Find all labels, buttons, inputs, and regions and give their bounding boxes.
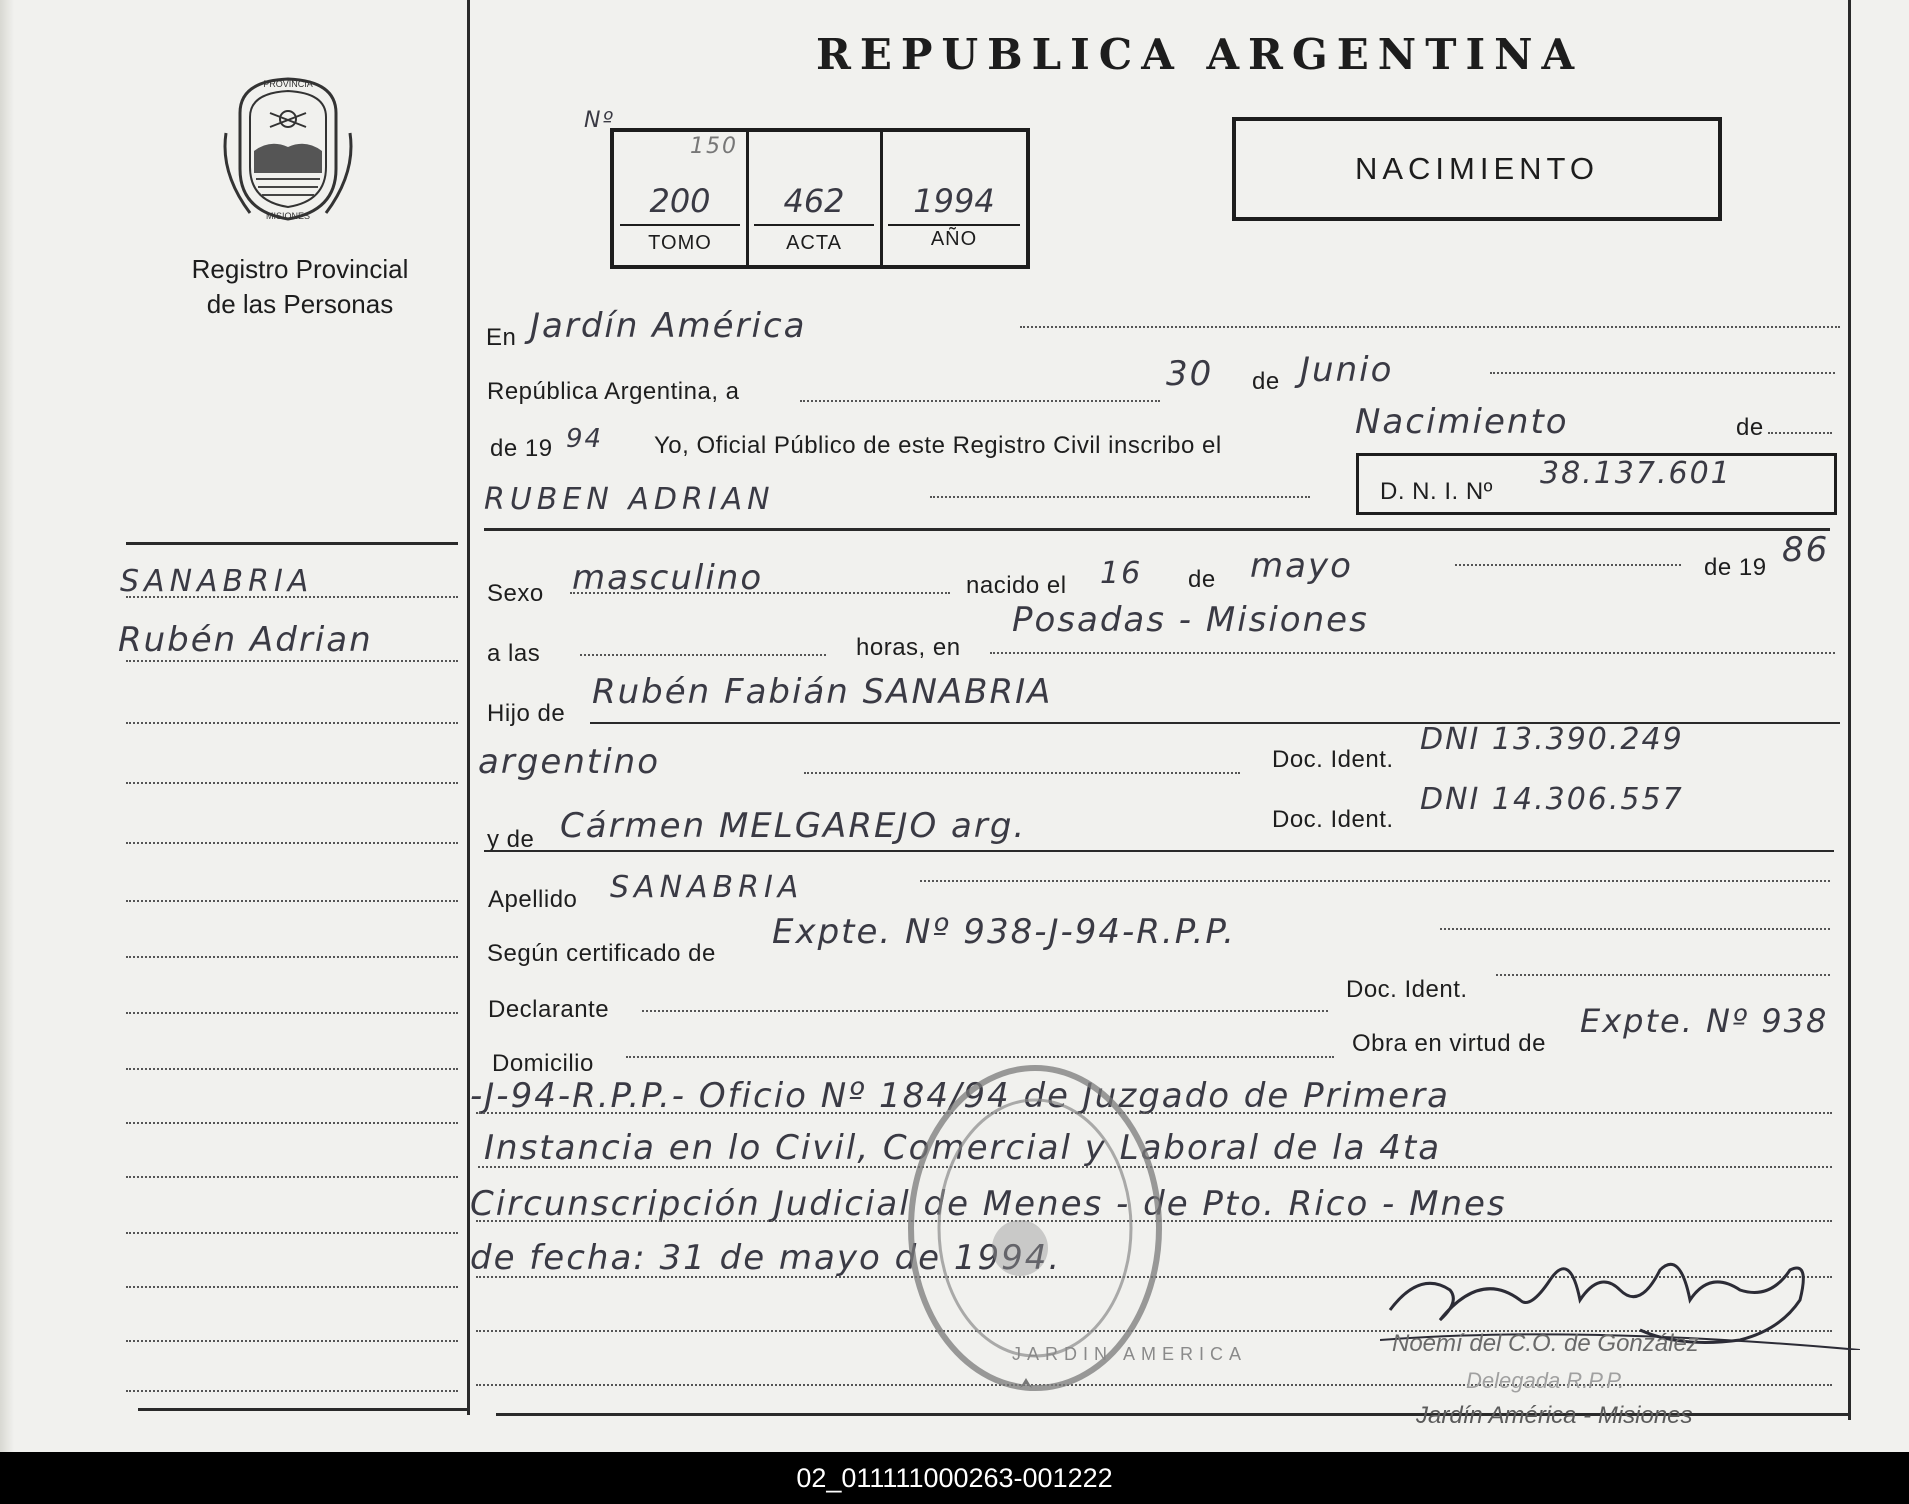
horas-label: horas, en: [856, 634, 961, 661]
apellido-label: Apellido: [488, 886, 578, 913]
provincial-seal-icon: [220, 73, 356, 223]
nombre-value: RUBEN ADRIAN: [484, 482, 775, 517]
republica-label: República Argentina, a: [487, 378, 740, 405]
corrected-tomo: 150: [690, 134, 738, 159]
body-line-3: Circunscripción Judicial de Menes - de Pto. Rico - Mnes: [470, 1184, 1507, 1224]
right-border: [1848, 0, 1851, 1420]
de-label-1: de: [1252, 368, 1280, 395]
madre-value: Cármen MELGAREJO arg.: [560, 806, 1027, 846]
year-short-value: 94: [566, 424, 604, 454]
anio-label: AÑO: [930, 228, 978, 250]
act-type-label: NACIMIENTO: [1354, 151, 1600, 186]
svg-text:MISIONES: MISIONES: [265, 211, 311, 221]
top-left-rule: [126, 542, 458, 545]
segun-label: Según certificado de: [487, 940, 716, 967]
yde-label: y de: [487, 826, 535, 853]
nac-de19-label: de 19: [1704, 554, 1767, 581]
nacido-label: nacido el: [966, 572, 1067, 599]
stamp-text: JARDIN AMERICA: [1012, 1344, 1248, 1364]
act-type-box: [1232, 117, 1722, 221]
padre-nacionalidad: argentino: [478, 742, 660, 782]
acta-label: ACTA: [786, 232, 842, 254]
sexo-value: masculino: [572, 558, 764, 598]
signature-role: Delegada R.P.P.: [1466, 1368, 1625, 1393]
obra-label: Obra en virtud de: [1352, 1030, 1546, 1057]
doc-ident-label-1: Doc. Ident.: [1272, 746, 1394, 773]
anio-cell: [882, 132, 1026, 265]
dni-label: D. N. I. Nº: [1380, 478, 1493, 505]
tomo-value: 200: [649, 182, 711, 220]
acta-cell: [748, 132, 883, 265]
en-value: Jardín América: [530, 306, 807, 346]
doc-ident-label-3: Doc. Ident.: [1346, 976, 1468, 1003]
registration-box: [610, 128, 1030, 269]
en-label: En: [486, 324, 517, 351]
header-bottom-rule: [484, 528, 1830, 531]
padre-value: Rubén Fabián SANABRIA: [592, 672, 1053, 712]
signature-place: Jardín América - Misiones: [1416, 1402, 1693, 1429]
dia-value: 30: [1166, 354, 1214, 394]
hijo-label: Hijo de: [487, 700, 566, 727]
dni-value: 38.137.601: [1540, 456, 1732, 491]
svg-text:PROVINCIA: PROVINCIA: [263, 79, 313, 89]
nac-dia-value: 16: [1100, 556, 1143, 591]
de-label-2: de: [1736, 414, 1764, 441]
oficial-text: Yo, Oficial Público de este Registro Civil inscribo el: [654, 432, 1222, 459]
doc-ident-label-2: Doc. Ident.: [1272, 806, 1394, 833]
apellido-value: SANABRIA: [610, 870, 804, 905]
nac-year-value: 86: [1782, 530, 1830, 570]
anio-value: 1994: [913, 182, 995, 220]
mes-value: Junio: [1300, 350, 1394, 390]
padre-doc-value: DNI 13.390.249: [1420, 722, 1684, 757]
declarante-label: Declarante: [488, 996, 610, 1023]
signature-name: Noemí del C.O. de González: [1392, 1330, 1699, 1357]
de19-label: de 19: [490, 435, 553, 462]
registry-name: Registro Provincial de las Personas: [191, 254, 409, 319]
tomo-cell: [614, 132, 749, 265]
body-line-4: de fecha: 31 de mayo de 1994.: [470, 1238, 1062, 1278]
alas-label: a las: [487, 640, 541, 667]
sexo-label: Sexo: [487, 580, 544, 607]
body-line-2: Instancia en lo Civil, Comercial y Laboral de la 4ta: [484, 1128, 1442, 1168]
madre-doc-value: DNI 14.306.557: [1420, 782, 1684, 817]
body-line-1: -J-94-R.P.P.- Oficio Nº 184/94 de Juzgado de Primera: [470, 1076, 1450, 1116]
nac-de-label: de: [1188, 566, 1216, 593]
inscribo-value: Nacimiento: [1355, 402, 1569, 442]
domicilio-label: Domicilio: [492, 1050, 594, 1077]
document-barcode-id: 02_011111000263-001222: [0, 1452, 1909, 1504]
page-title: REPUBLICA ARGENTINA: [816, 30, 1584, 79]
bottom-rule-left: [138, 1408, 468, 1411]
margin-nombre: Rubén Adrian: [118, 620, 373, 660]
acta-value: 462: [783, 182, 845, 220]
segun-value: Expte. Nº 938-J-94-R.P.P.: [772, 912, 1236, 952]
lugar-value: Posadas - Misiones: [1012, 600, 1369, 640]
margin-apellido: SANABRIA: [120, 564, 314, 599]
nac-mes-value: mayo: [1250, 546, 1353, 586]
obra-value: Expte. Nº 938: [1580, 1002, 1829, 1040]
margin-note: Nº: [584, 108, 615, 133]
tomo-label: TOMO: [648, 232, 712, 254]
